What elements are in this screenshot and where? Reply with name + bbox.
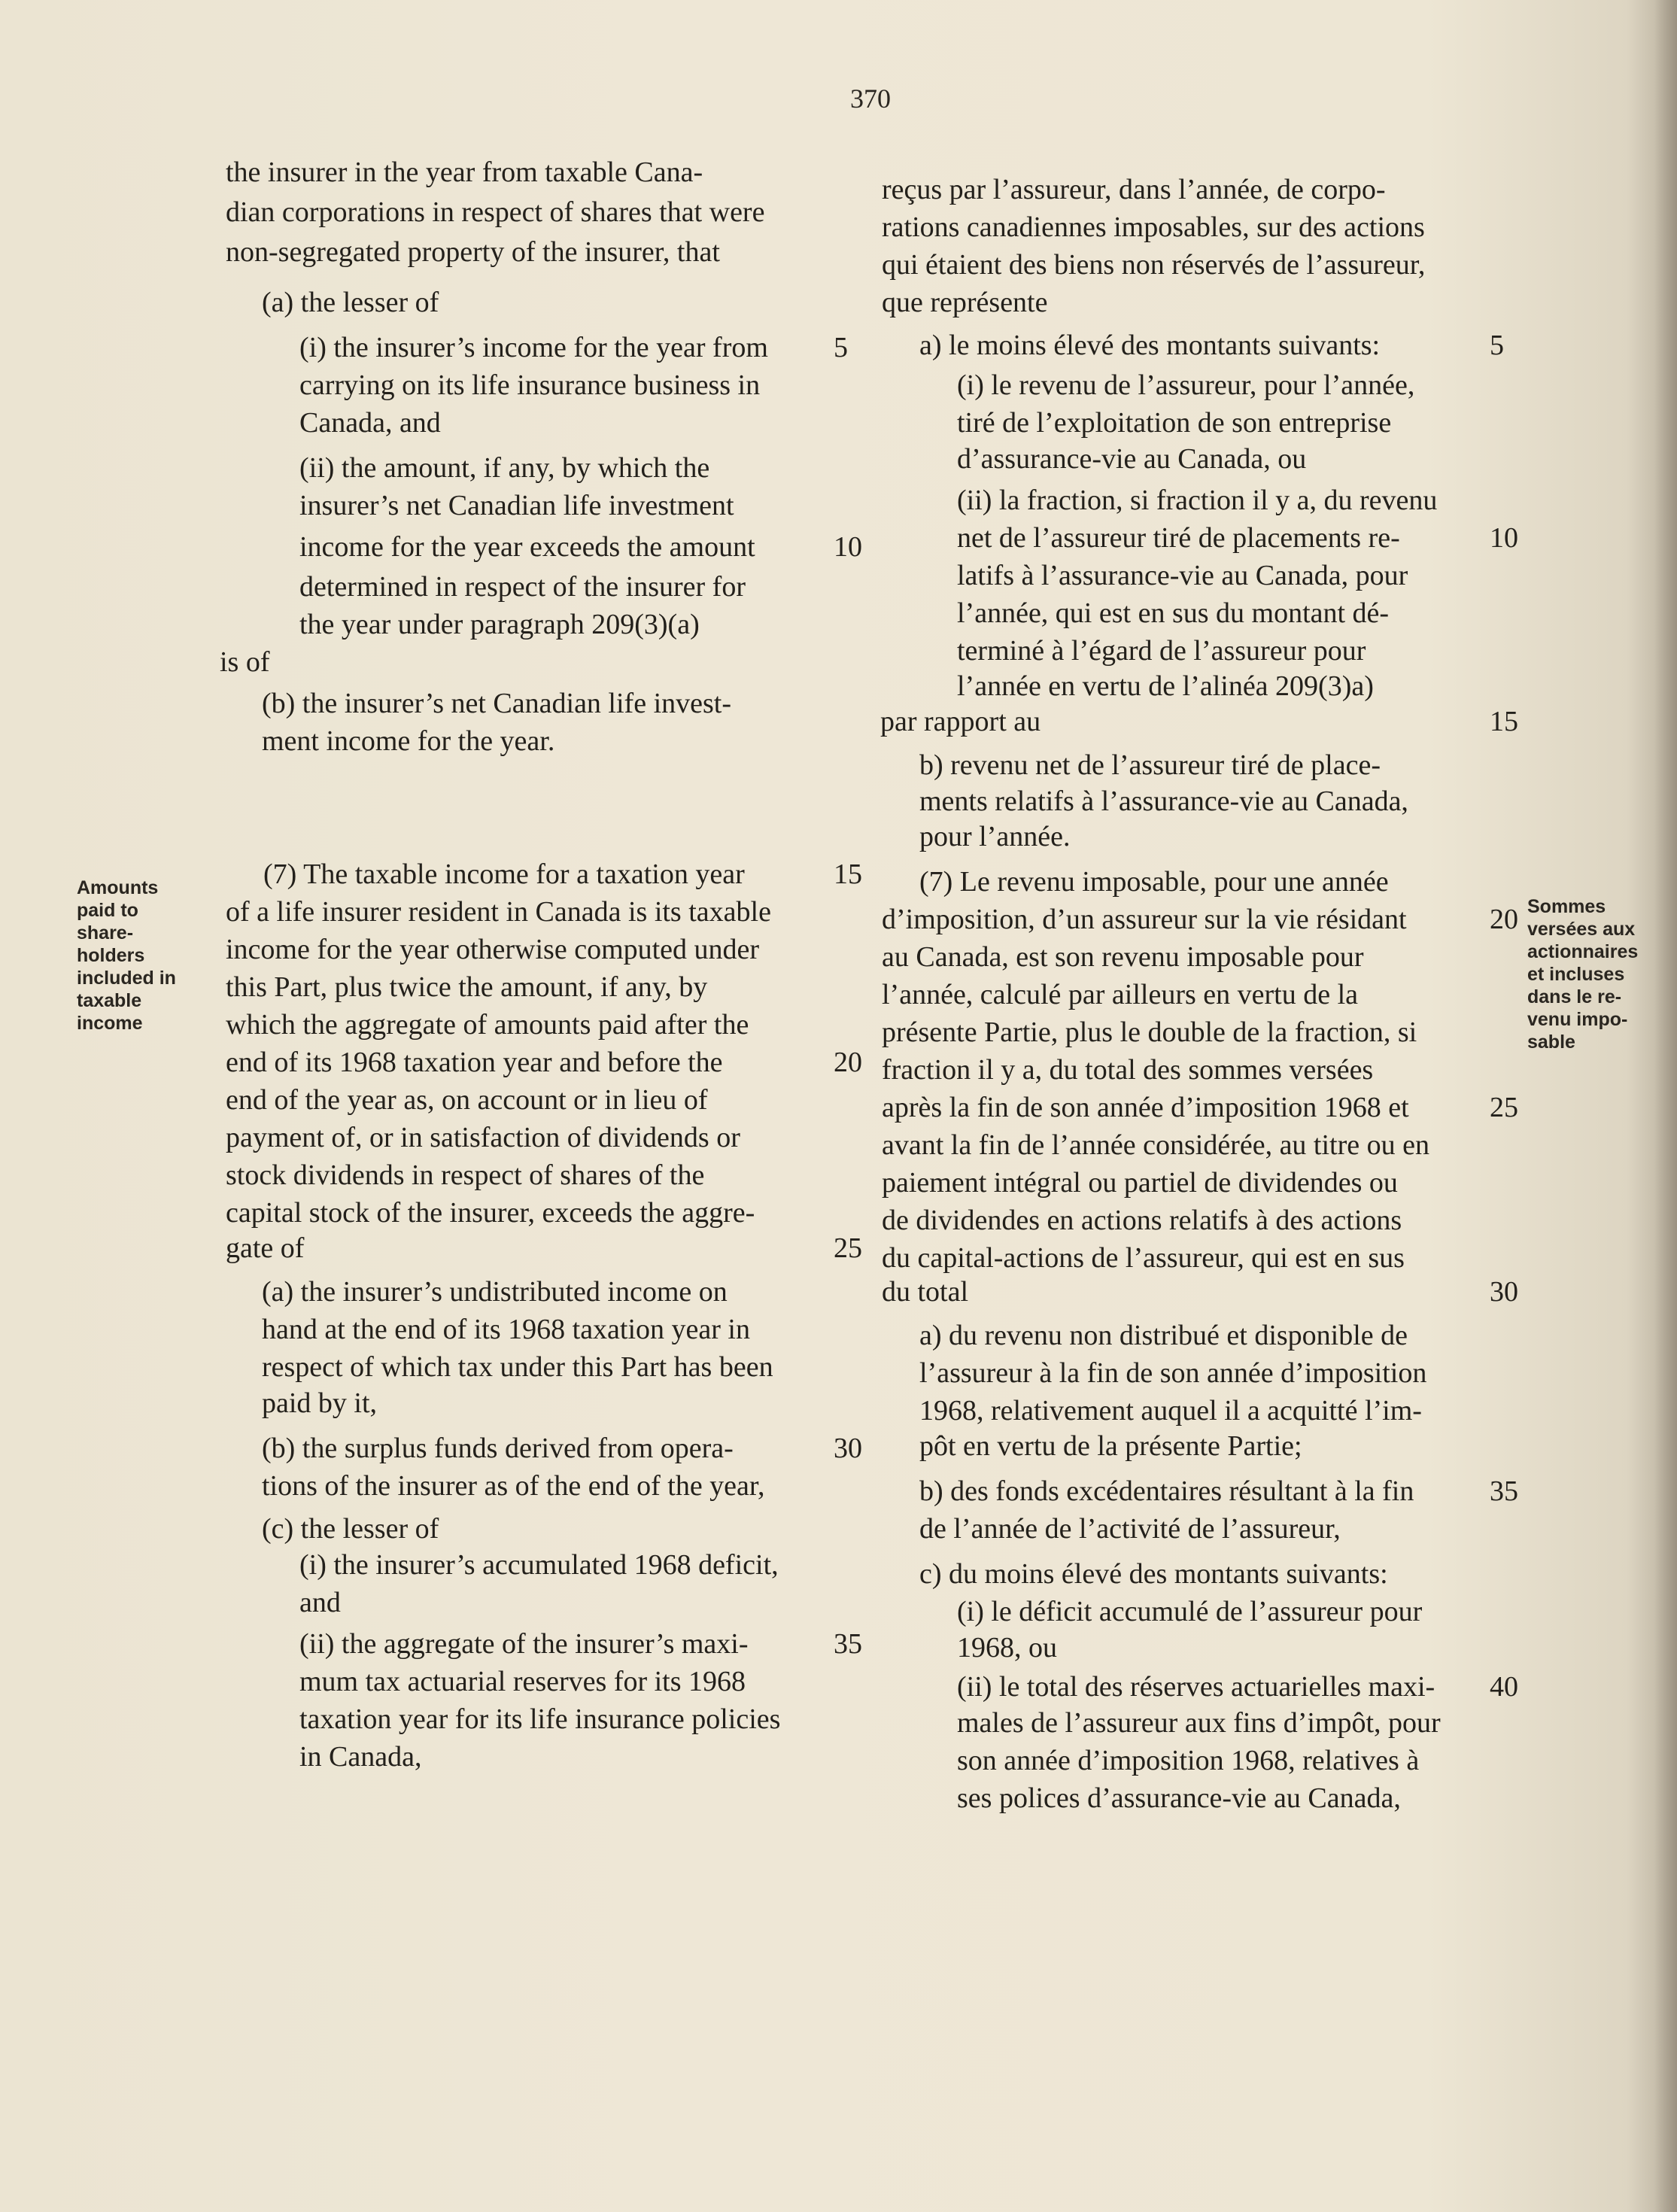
text-line-content: par rapport au <box>880 706 1041 737</box>
margin-note-line: Amounts <box>77 877 159 898</box>
text-line <box>957 519 1400 557</box>
text-line-content: Canada, and <box>299 407 441 439</box>
text-line <box>919 1510 1341 1548</box>
text-line-content: (i) le revenu de l’assureur, pour l’année, <box>957 369 1415 401</box>
text-line-content: is of <box>220 646 270 678</box>
text-line-content: d’assurance-vie au Canada, ou <box>957 443 1307 475</box>
text-line <box>882 1013 1417 1051</box>
margin-note-line: Sommes <box>1527 896 1606 917</box>
text-line-content: latifs à l’assurance-vie au Canada, pour <box>957 560 1408 591</box>
text-line-content: (i) le déficit accumulé de l’assureur pour <box>957 1596 1423 1627</box>
text-line-content: determined in respect of the insurer for <box>299 571 746 603</box>
margin-note-line: venu impo- <box>1527 1009 1628 1030</box>
text-line-content: (ii) the aggregate of the insurer’s maxi- <box>299 1628 749 1660</box>
text-line-content: du total <box>882 1276 969 1308</box>
line-number: 5 <box>834 332 848 363</box>
text-line-content: (ii) le total des réserves actuarielles maxi- <box>957 1671 1435 1703</box>
text-line-content: c) du moins élevé des montants suivants: <box>919 1558 1388 1590</box>
text-line <box>226 968 707 1006</box>
text-line <box>919 1427 1302 1465</box>
text-line-content: au Canada, est son revenu imposable pour <box>882 941 1364 973</box>
text-line <box>226 153 703 191</box>
text-line-content: 1968, ou <box>957 1632 1057 1664</box>
text-line-content: a) le moins élevé des montants suivants: <box>919 330 1381 361</box>
text-line-content: this Part, plus twice the amount, if any, by <box>226 971 708 1003</box>
text-line <box>919 1392 1422 1430</box>
text-line-content: stock dividends in respect of shares of the <box>226 1159 705 1191</box>
text-line <box>262 1311 750 1348</box>
text-line <box>263 855 745 893</box>
text-line <box>226 1229 304 1267</box>
text-line-content: end of the year as, on account or in lieu of <box>226 1084 708 1116</box>
text-line-content: pour l’année. <box>919 821 1071 852</box>
text-line-content: tiré de l’exploitation de son entreprise <box>957 407 1392 439</box>
text-line <box>919 782 1408 820</box>
margin-note-line: included in <box>77 968 176 989</box>
text-line-content: (b) the surplus funds derived from opera- <box>262 1433 734 1464</box>
text-line <box>262 1348 773 1386</box>
text-line-content: après la fin de son année d’imposition 1968 et <box>882 1092 1409 1123</box>
text-line-content: (ii) the amount, if any, by which the <box>299 452 710 484</box>
margin-note-line: et incluses <box>1527 964 1625 985</box>
text-line-content: a) du revenu non distribué et disponible de <box>919 1320 1408 1351</box>
line-number: 5 <box>1490 330 1504 361</box>
text-line <box>882 1051 1373 1089</box>
text-line <box>882 1202 1402 1239</box>
line-number: 20 <box>834 1047 862 1078</box>
text-line-content: (b) the insurer’s net Canadian life invest- <box>262 688 731 719</box>
text-line-content: carrying on its life insurance business in <box>299 369 761 401</box>
text-line-content: ment income for the year. <box>262 725 555 757</box>
text-line <box>957 366 1414 404</box>
line-number: 35 <box>834 1628 862 1660</box>
text-line <box>882 1126 1429 1164</box>
text-line <box>880 703 1041 740</box>
text-line-content: d’imposition, d’un assureur sur la vie résidant <box>882 904 1407 935</box>
text-line-content: dian corporations in respect of shares that were <box>226 196 765 228</box>
text-line <box>957 594 1389 632</box>
text-line <box>957 1629 1057 1667</box>
text-line <box>262 1510 439 1548</box>
text-line-content: (7) Le revenu imposable, pour une année <box>919 866 1389 898</box>
text-line <box>882 284 1048 321</box>
text-line-content: 1968, relativement auquel il a acquitté l’im- <box>919 1395 1422 1427</box>
line-number: 40 <box>1490 1671 1518 1703</box>
line-number: 10 <box>1490 522 1518 554</box>
text-line <box>919 1317 1408 1354</box>
text-line-content: the insurer in the year from taxable Cana- <box>226 156 703 188</box>
text-line-content: (i) the insurer’s income for the year from <box>299 332 768 363</box>
text-line-content: (i) the insurer’s accumulated 1968 deficit, <box>299 1549 779 1581</box>
text-line <box>226 233 720 271</box>
text-line-content: pôt en vertu de la présente Partie; <box>919 1430 1302 1462</box>
text-line <box>299 606 700 643</box>
text-line-content: l’assureur à la fin de son année d’imposition <box>919 1357 1427 1389</box>
text-line-content: mum tax actuarial reserves for its 1968 <box>299 1666 746 1697</box>
text-line <box>919 327 1380 364</box>
text-line <box>882 1164 1398 1202</box>
margin-note-line: dans le re- <box>1527 986 1622 1007</box>
text-line <box>957 1779 1401 1817</box>
text-line <box>226 893 771 931</box>
text-line-content: net de l’assureur tiré de placements re- <box>957 522 1400 554</box>
text-line-content: (a) the insurer’s undistributed income on <box>262 1276 728 1308</box>
text-line-content: payment of, or in satisfaction of dividends or <box>226 1122 740 1153</box>
text-line-content: son année d’imposition 1968, relatives à <box>957 1745 1420 1776</box>
text-line-content: insurer’s net Canadian life investment <box>299 490 734 521</box>
text-line-content: which the aggregate of amounts paid after the <box>226 1009 749 1041</box>
text-line <box>226 1006 749 1044</box>
text-line-content: l’année, calculé par ailleurs en vertu de la <box>882 979 1358 1010</box>
text-line-content: que représente <box>882 287 1048 318</box>
line-number: 25 <box>834 1232 862 1264</box>
text-line <box>226 1044 723 1081</box>
text-line-content: b) revenu net de l’assureur tiré de place- <box>919 749 1381 781</box>
text-line <box>262 284 439 321</box>
text-line-content: income for the year exceeds the amount <box>299 531 755 563</box>
text-line-content: gate of <box>226 1232 305 1264</box>
text-line <box>299 329 768 366</box>
text-line <box>226 931 759 968</box>
text-line <box>919 1555 1388 1593</box>
text-line <box>882 208 1425 246</box>
text-line <box>299 366 760 404</box>
text-line <box>299 528 755 566</box>
text-line-content: terminé à l’égard de l’assureur pour <box>957 635 1366 667</box>
text-line-content: of a life insurer resident in Canada is its taxable <box>226 896 771 928</box>
text-line-content: de l’année de l’activité de l’assureur, <box>919 1513 1341 1545</box>
text-line-content: non-segregated property of the insurer, that <box>226 236 720 268</box>
text-line <box>299 487 734 524</box>
text-line-content: ments relatifs à l’assurance-vie au Canada, <box>919 785 1408 817</box>
text-line <box>262 685 731 722</box>
margin-note-right <box>1527 895 1638 1053</box>
margin-note-line: income <box>77 1013 143 1034</box>
text-line <box>957 404 1391 442</box>
line-number: 30 <box>1490 1276 1518 1308</box>
text-line <box>882 938 1364 976</box>
text-line <box>299 1546 779 1584</box>
text-line <box>262 1430 734 1467</box>
text-line <box>882 976 1358 1013</box>
margin-note-line: sable <box>1527 1032 1575 1053</box>
text-line-content: (a) the lesser of <box>262 287 439 318</box>
text-line <box>919 1472 1414 1510</box>
text-line <box>957 1704 1441 1742</box>
text-line <box>957 557 1408 594</box>
text-line <box>957 667 1374 705</box>
text-line <box>262 722 554 760</box>
text-line <box>919 1354 1426 1392</box>
text-line-content: and <box>299 1587 341 1618</box>
text-line-content: avant la fin de l’année considérée, au titre ou en <box>882 1129 1429 1161</box>
margin-note-left <box>77 877 176 1035</box>
text-line <box>299 1738 422 1776</box>
text-line <box>262 1273 728 1311</box>
text-line-content: in Canada, <box>299 1741 422 1773</box>
text-line <box>226 1119 740 1156</box>
text-line <box>299 1663 746 1700</box>
text-line <box>299 449 709 487</box>
text-line-content: the year under paragraph 209(3)(a) <box>299 609 700 640</box>
text-line <box>882 1273 968 1311</box>
page-edge-shadow <box>1654 0 1677 2212</box>
margin-note-line: taxable <box>77 990 142 1011</box>
text-line-content: ses polices d’assurance-vie au Canada, <box>957 1782 1401 1814</box>
text-line-content: rations canadiennes imposables, sur des actions <box>882 211 1425 243</box>
text-line <box>226 193 764 231</box>
margin-note-line: actionnaires <box>1527 941 1639 962</box>
line-number: 35 <box>1490 1475 1518 1507</box>
text-line-content: l’année en vertu de l’alinéa 209(3)a) <box>957 670 1374 702</box>
margin-note-line: share- <box>77 922 134 943</box>
text-line <box>226 1156 704 1194</box>
text-line-content: (ii) la fraction, si fraction il y a, du revenu <box>957 485 1438 516</box>
text-line <box>957 440 1306 478</box>
text-line-content: tions of the insurer as of the end of the year, <box>262 1470 765 1502</box>
margin-note-line: versées aux <box>1527 919 1636 940</box>
text-line-content: du capital-actions de l’assureur, qui est en sus <box>882 1242 1405 1274</box>
text-line-content: respect of which tax under this Part has been <box>262 1351 773 1383</box>
text-line <box>262 1467 765 1505</box>
text-line <box>299 1584 341 1621</box>
text-line-content: paiement intégral ou partiel de dividendes ou <box>882 1167 1398 1199</box>
line-number: 15 <box>1490 706 1518 737</box>
text-line-content: b) des fonds excédentaires résultant à la fin <box>919 1475 1414 1507</box>
text-line <box>299 568 746 606</box>
text-line-content: paid by it, <box>262 1387 378 1419</box>
line-number: 20 <box>1490 904 1518 935</box>
text-line-content: présente Partie, plus le double de la fraction, si <box>882 1016 1417 1048</box>
page-number: 370 <box>850 84 891 114</box>
line-number: 25 <box>1490 1092 1518 1123</box>
text-line-content: taxation year for its life insurance policies <box>299 1703 781 1735</box>
text-line <box>957 632 1366 670</box>
margin-note-line: holders <box>77 945 145 966</box>
text-line <box>957 1668 1435 1706</box>
line-number: 30 <box>834 1433 862 1464</box>
text-line-content: hand at the end of its 1968 taxation year in <box>262 1314 750 1345</box>
text-line <box>957 1742 1419 1779</box>
text-line-content: qui étaient des biens non réservés de l’assureur, <box>882 249 1426 281</box>
text-line <box>226 1194 755 1232</box>
text-line <box>299 1700 780 1738</box>
text-line <box>957 1593 1422 1630</box>
text-line-content: reçus par l’assureur, dans l’année, de corpo- <box>882 174 1386 205</box>
text-line-content: males de l’assureur aux fins d’impôt, pour <box>957 1707 1441 1739</box>
text-line <box>220 643 270 681</box>
text-line <box>919 818 1070 855</box>
text-line-content: capital stock of the insurer, exceeds the aggre- <box>226 1197 755 1229</box>
line-number: 10 <box>834 531 862 563</box>
text-line-content: income for the year otherwise computed under <box>226 934 760 965</box>
text-line-content: fraction il y a, du total des sommes versées <box>882 1054 1374 1086</box>
text-line <box>882 1239 1405 1277</box>
text-line <box>882 171 1386 208</box>
text-line-content: (7) The taxable income for a taxation year <box>263 858 745 890</box>
text-line <box>919 863 1389 901</box>
text-line <box>882 246 1425 284</box>
text-line <box>957 482 1437 519</box>
text-line <box>262 1384 377 1422</box>
text-line <box>882 1089 1409 1126</box>
text-line-content: de dividendes en actions relatifs à des actions <box>882 1205 1402 1236</box>
text-line <box>882 901 1407 938</box>
text-line-content: (c) the lesser of <box>262 1513 439 1545</box>
text-line <box>299 1625 749 1663</box>
line-number: 15 <box>834 858 862 890</box>
text-line <box>919 746 1381 784</box>
text-line-content: l’année, qui est en sus du montant dé- <box>957 597 1390 629</box>
text-line <box>226 1081 708 1119</box>
text-line-content: end of its 1968 taxation year and before the <box>226 1047 723 1078</box>
text-line <box>299 404 441 442</box>
margin-note-line: paid to <box>77 900 138 921</box>
